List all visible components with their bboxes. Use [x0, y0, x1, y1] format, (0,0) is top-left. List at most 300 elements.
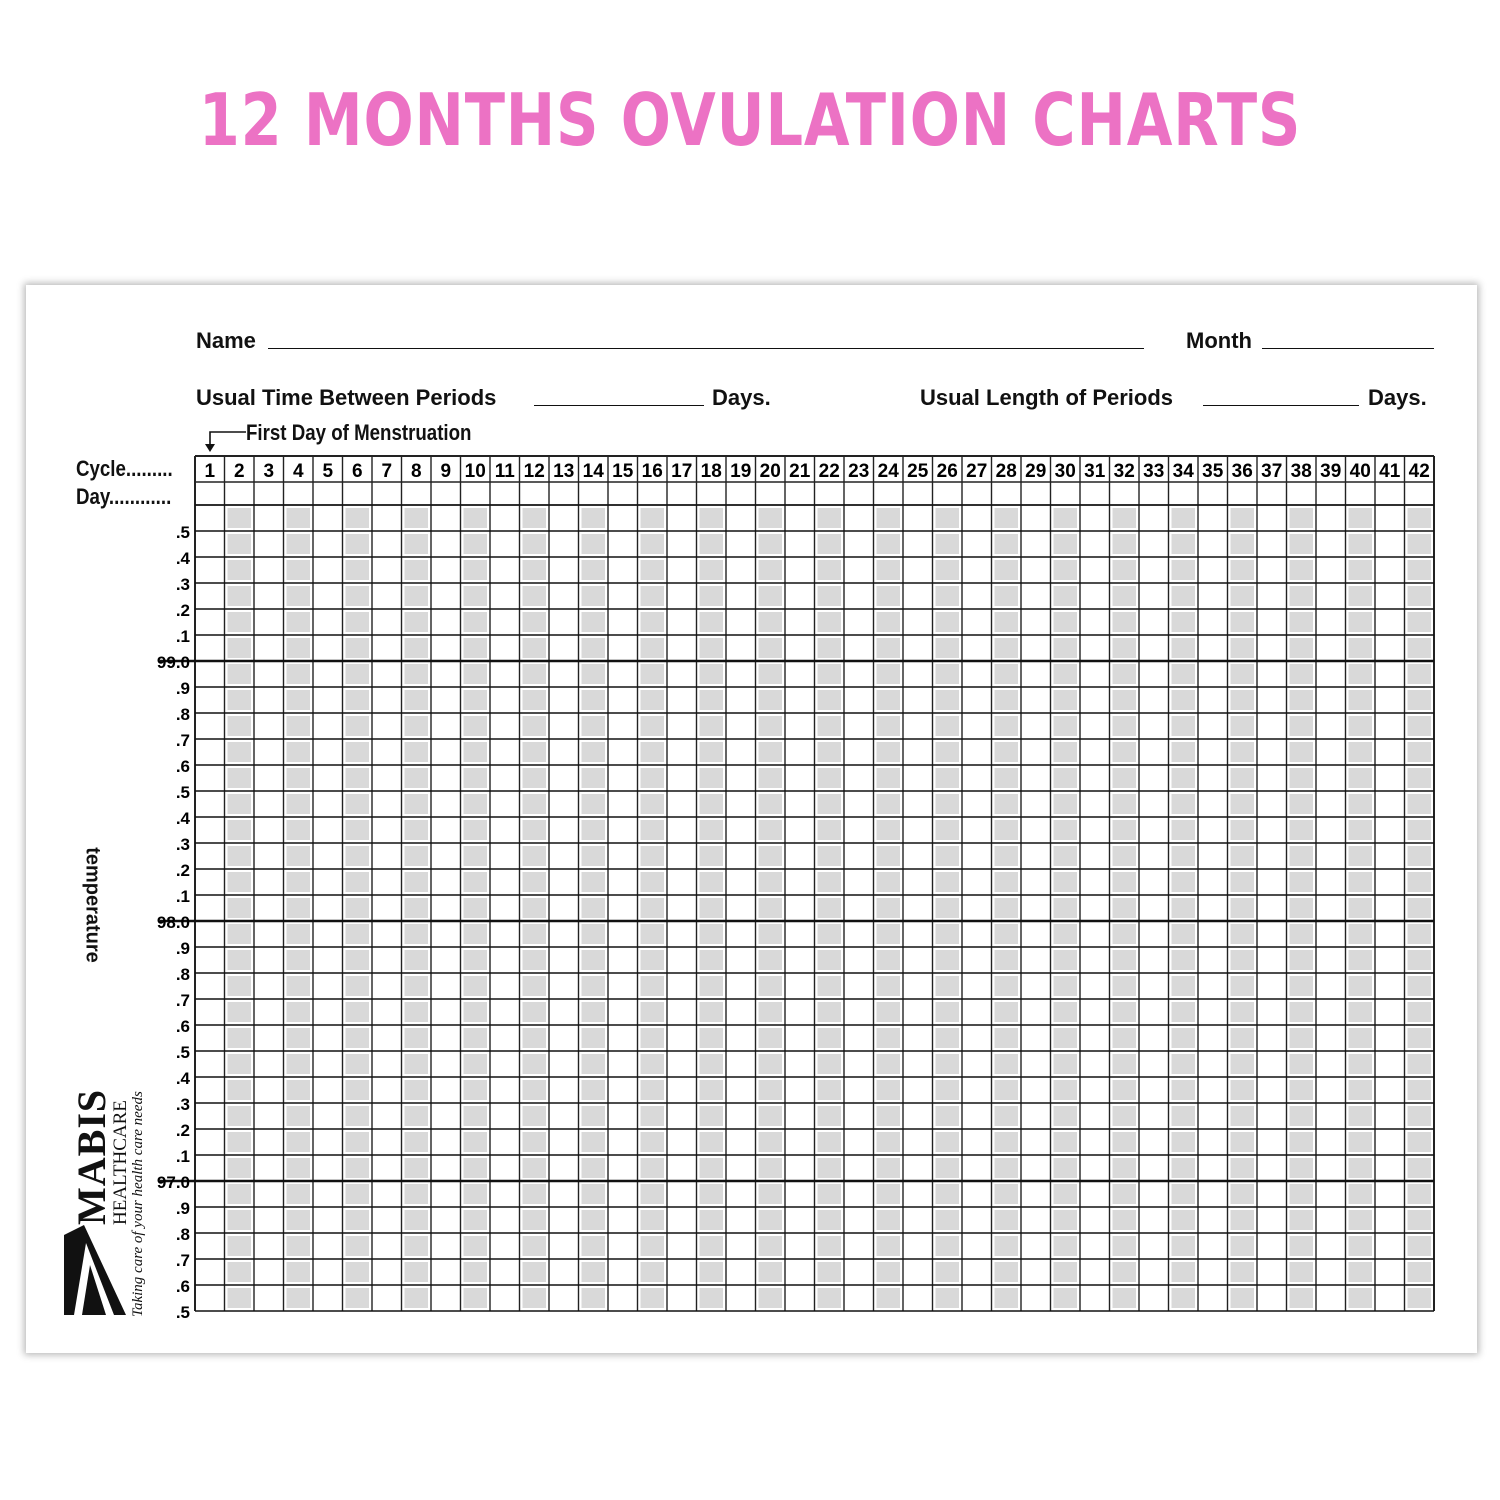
shaded-cell: [700, 612, 724, 632]
row-label: .1: [175, 1147, 190, 1166]
day-number: 9: [440, 461, 452, 482]
shaded-cell: [1349, 794, 1373, 814]
shaded-cell: [1054, 508, 1078, 528]
shaded-cell: [818, 794, 842, 814]
shaded-cell: [1349, 742, 1373, 762]
shaded-cell: [877, 1236, 901, 1256]
shaded-cell: [759, 1106, 783, 1126]
shaded-cell: [877, 794, 901, 814]
shaded-cell: [700, 1106, 724, 1126]
shaded-cell: [641, 820, 665, 840]
shaded-cell: [1290, 794, 1314, 814]
row-label: .2: [175, 861, 190, 880]
shaded-cell: [346, 664, 370, 684]
shaded-cell: [523, 872, 547, 892]
shaded-cell: [1408, 820, 1432, 840]
shaded-cell: [641, 1288, 665, 1308]
shaded-cell: [1231, 1236, 1255, 1256]
shaded-cell: [818, 586, 842, 606]
shaded-cell: [1113, 586, 1137, 606]
shaded-cell: [759, 742, 783, 762]
shaded-cell: [1113, 1106, 1137, 1126]
shaded-cell: [287, 1106, 311, 1126]
shaded-cell: [818, 768, 842, 788]
shaded-cell: [1113, 612, 1137, 632]
shaded-cell: [1054, 768, 1078, 788]
shaded-cell: [1349, 1236, 1373, 1256]
shaded-cell: [759, 612, 783, 632]
shaded-cell: [582, 898, 606, 918]
shaded-cell: [228, 690, 252, 710]
shaded-cell: [582, 950, 606, 970]
shaded-cell: [1408, 1236, 1432, 1256]
shaded-cell: [1113, 664, 1137, 684]
shaded-cell: [464, 1028, 488, 1048]
shaded-cell: [1408, 1002, 1432, 1022]
day-number: 20: [759, 461, 781, 482]
shaded-cell: [582, 612, 606, 632]
shaded-cell: [1349, 768, 1373, 788]
shaded-cell: [346, 742, 370, 762]
shaded-cell: [582, 1028, 606, 1048]
shaded-cell: [995, 950, 1019, 970]
shaded-cell: [287, 898, 311, 918]
shaded-cell: [464, 534, 488, 554]
day-number: 12: [523, 461, 545, 482]
shaded-cell: [346, 1106, 370, 1126]
row-label: .5: [175, 783, 190, 802]
shaded-cell: [1172, 690, 1196, 710]
shaded-cell: [700, 1288, 724, 1308]
shaded-cell: [287, 1132, 311, 1152]
shaded-cell: [700, 872, 724, 892]
shaded-cell: [877, 1028, 901, 1048]
shaded-cell: [405, 976, 429, 996]
shaded-cell: [936, 1158, 960, 1178]
shaded-cell: [523, 820, 547, 840]
shaded-cell: [700, 534, 724, 554]
shaded-cell: [405, 586, 429, 606]
day-number: 17: [671, 461, 693, 482]
shaded-cell: [523, 846, 547, 866]
shaded-cell: [759, 1210, 783, 1230]
row-label: .1: [175, 887, 190, 906]
shaded-cell: [818, 612, 842, 632]
shaded-cell: [405, 794, 429, 814]
shaded-cell: [818, 950, 842, 970]
shaded-cell: [405, 1106, 429, 1126]
shaded-cell: [523, 976, 547, 996]
shaded-cell: [700, 1028, 724, 1048]
shaded-cell: [346, 1262, 370, 1282]
shaded-cell: [759, 1028, 783, 1048]
shaded-cell: [523, 742, 547, 762]
shaded-cell: [995, 898, 1019, 918]
shaded-cell: [228, 586, 252, 606]
shaded-cell: [1290, 924, 1314, 944]
shaded-cell: [700, 1080, 724, 1100]
days-label-2: Days.: [1368, 385, 1427, 410]
day-number: 34: [1172, 461, 1194, 482]
shaded-cell: [1113, 1028, 1137, 1048]
shaded-cell: [1290, 1210, 1314, 1230]
shaded-cell: [405, 1210, 429, 1230]
row-label: .3: [175, 575, 190, 594]
day-number: 1: [204, 461, 216, 482]
row-label: .7: [175, 1251, 190, 1270]
shaded-cell: [700, 1054, 724, 1074]
shaded-cell: [228, 794, 252, 814]
shaded-cell: [228, 1158, 252, 1178]
shaded-cell: [1054, 1132, 1078, 1152]
shaded-cell: [759, 820, 783, 840]
shaded-cell: [582, 872, 606, 892]
shaded-cell: [1054, 1262, 1078, 1282]
shaded-cell: [405, 1184, 429, 1204]
shaded-cell: [877, 820, 901, 840]
shaded-cell: [1349, 1002, 1373, 1022]
shaded-cell: [995, 794, 1019, 814]
shaded-cell: [228, 1288, 252, 1308]
shaded-cell: [1290, 1028, 1314, 1048]
shaded-cell: [1172, 950, 1196, 970]
shaded-cell: [346, 846, 370, 866]
shaded-cell: [1408, 508, 1432, 528]
shaded-cell: [641, 612, 665, 632]
shaded-cell: [1054, 898, 1078, 918]
shaded-cell: [641, 924, 665, 944]
shaded-cell: [936, 846, 960, 866]
shaded-cell: [936, 794, 960, 814]
day-number: 21: [789, 461, 811, 482]
shaded-cell: [228, 950, 252, 970]
shaded-cell: [936, 690, 960, 710]
shaded-cell: [287, 716, 311, 736]
shaded-cell: [523, 768, 547, 788]
row-label: .9: [175, 939, 190, 958]
shaded-cell: [1408, 1210, 1432, 1230]
shaded-cell: [700, 1002, 724, 1022]
shaded-cell: [759, 508, 783, 528]
shaded-cell: [287, 1210, 311, 1230]
shaded-cell: [287, 1002, 311, 1022]
day-number: 30: [1054, 461, 1076, 482]
shaded-cell: [523, 690, 547, 710]
shaded-cell: [1054, 1236, 1078, 1256]
shaded-cell: [700, 690, 724, 710]
shaded-cell: [1408, 716, 1432, 736]
month-label: Month: [1186, 328, 1252, 353]
shaded-cell: [228, 924, 252, 944]
shaded-cell: [641, 1080, 665, 1100]
shaded-cell: [1054, 1210, 1078, 1230]
shaded-cell: [1231, 638, 1255, 658]
shaded-cell: [995, 1184, 1019, 1204]
shaded-cell: [582, 976, 606, 996]
shaded-cell: [1408, 1184, 1432, 1204]
shaded-cell: [641, 560, 665, 580]
shaded-cell: [995, 1106, 1019, 1126]
shaded-cell: [1054, 872, 1078, 892]
shaded-cell: [523, 534, 547, 554]
shaded-cell: [346, 560, 370, 580]
shaded-cell: [287, 1028, 311, 1048]
shaded-cell: [228, 820, 252, 840]
shaded-cell: [936, 560, 960, 580]
shaded-cell: [1408, 1054, 1432, 1074]
shaded-cell: [759, 560, 783, 580]
shaded-cell: [1113, 716, 1137, 736]
shaded-cell: [346, 1132, 370, 1152]
shaded-cell: [464, 976, 488, 996]
day-number: 5: [322, 461, 334, 482]
shaded-cell: [1172, 1158, 1196, 1178]
day-number: 23: [848, 461, 870, 482]
shaded-cell: [936, 716, 960, 736]
shaded-cell: [405, 1132, 429, 1152]
shaded-cell: [1231, 1158, 1255, 1178]
shaded-cell: [1349, 1210, 1373, 1230]
shaded-cell: [995, 846, 1019, 866]
shaded-cell: [936, 508, 960, 528]
shaded-cell: [405, 1236, 429, 1256]
shaded-cell: [346, 534, 370, 554]
shaded-cell: [582, 534, 606, 554]
shaded-cell: [346, 716, 370, 736]
shaded-cell: [818, 638, 842, 658]
shaded-cell: [523, 924, 547, 944]
shaded-cell: [700, 1158, 724, 1178]
shaded-cell: [641, 638, 665, 658]
shaded-cell: [700, 768, 724, 788]
length-label: Usual Length of Periods: [920, 385, 1174, 410]
shaded-cell: [464, 1184, 488, 1204]
shaded-cell: [582, 1184, 606, 1204]
shaded-cell: [1054, 716, 1078, 736]
shaded-cell: [877, 690, 901, 710]
day-number: 8: [410, 461, 422, 482]
shaded-cell: [1231, 794, 1255, 814]
shaded-cell: [287, 664, 311, 684]
shaded-cell: [700, 1184, 724, 1204]
shaded-cell: [1231, 976, 1255, 996]
day-number: 15: [612, 461, 634, 482]
shaded-cell: [1290, 820, 1314, 840]
shaded-cell: [936, 872, 960, 892]
row-label: 99.0: [156, 653, 190, 672]
shaded-cell: [523, 1236, 547, 1256]
shaded-cell: [523, 1288, 547, 1308]
shaded-cell: [287, 872, 311, 892]
shaded-cell: [346, 950, 370, 970]
shaded-cell: [995, 638, 1019, 658]
shaded-cell: [936, 1028, 960, 1048]
shaded-cell: [759, 1158, 783, 1178]
temperature-axis-label: temperature: [81, 847, 104, 963]
shaded-cell: [1290, 1106, 1314, 1126]
shaded-cell: [228, 872, 252, 892]
shaded-cell: [1408, 1028, 1432, 1048]
shaded-cell: [523, 1158, 547, 1178]
shaded-cell: [1231, 586, 1255, 606]
mabis-logo: [62, 1055, 152, 1317]
shaded-cell: [641, 1158, 665, 1178]
row-label: 97.0: [156, 1173, 190, 1192]
shaded-cell: [759, 1262, 783, 1282]
shaded-cell: [877, 534, 901, 554]
shaded-cell: [818, 1054, 842, 1074]
shaded-cell: [995, 534, 1019, 554]
shaded-cell: [1290, 768, 1314, 788]
shaded-cell: [759, 1236, 783, 1256]
shaded-cell: [405, 1288, 429, 1308]
shaded-cell: [405, 1080, 429, 1100]
row-label: .4: [175, 1069, 190, 1088]
day-number: 31: [1084, 461, 1106, 482]
shaded-cell: [700, 794, 724, 814]
shaded-cell: [405, 924, 429, 944]
shaded-cell: [759, 638, 783, 658]
shaded-cell: [405, 872, 429, 892]
shaded-cell: [1113, 898, 1137, 918]
shaded-cell: [700, 560, 724, 580]
shaded-cell: [346, 1158, 370, 1178]
shaded-cell: [936, 1002, 960, 1022]
day-number: 32: [1113, 461, 1135, 482]
day-number: 14: [582, 461, 604, 482]
shaded-cell: [877, 1132, 901, 1152]
shaded-cell: [1290, 1002, 1314, 1022]
shaded-cell: [582, 508, 606, 528]
shaded-cell: [1172, 846, 1196, 866]
shaded-cell: [464, 560, 488, 580]
shaded-cell: [1408, 560, 1432, 580]
shaded-cell: [1349, 976, 1373, 996]
shaded-cell: [346, 768, 370, 788]
shaded-cell: [818, 690, 842, 710]
row-label: .6: [175, 757, 190, 776]
shaded-cell: [287, 1262, 311, 1282]
shaded-cell: [759, 794, 783, 814]
day-number: 4: [292, 461, 304, 482]
shaded-cell: [1054, 534, 1078, 554]
row-label: .1: [175, 627, 190, 646]
day-number: 13: [553, 461, 575, 482]
shaded-cell: [1408, 794, 1432, 814]
shaded-cell: [582, 1210, 606, 1230]
shaded-cell: [700, 820, 724, 840]
shaded-cell: [464, 742, 488, 762]
shaded-cell: [405, 898, 429, 918]
shaded-cell: [287, 586, 311, 606]
shaded-cell: [1054, 690, 1078, 710]
shaded-cell: [523, 1028, 547, 1048]
shaded-cell: [287, 1236, 311, 1256]
shaded-cell: [523, 1262, 547, 1282]
shaded-cell: [1408, 690, 1432, 710]
shaded-cell: [1349, 586, 1373, 606]
shaded-cell: [582, 1080, 606, 1100]
shaded-cell: [818, 742, 842, 762]
logo-tagline: Taking care of your health care needs: [130, 1091, 146, 1317]
shaded-cell: [995, 1262, 1019, 1282]
shaded-cell: [1113, 560, 1137, 580]
shaded-cell: [1113, 690, 1137, 710]
shaded-cell: [995, 768, 1019, 788]
shaded-cell: [582, 820, 606, 840]
shaded-cell: [346, 794, 370, 814]
shaded-cell: [464, 1106, 488, 1126]
shaded-cell: [759, 586, 783, 606]
shaded-cell: [582, 560, 606, 580]
shaded-cell: [936, 976, 960, 996]
shaded-cell: [1172, 1262, 1196, 1282]
logo-brand: MABIS: [69, 1088, 114, 1225]
shaded-cell: [818, 664, 842, 684]
shaded-cell: [1349, 1262, 1373, 1282]
shaded-cell: [1172, 768, 1196, 788]
row-label: .3: [175, 835, 190, 854]
shaded-cell: [346, 1054, 370, 1074]
shaded-cell: [759, 1080, 783, 1100]
shaded-cell: [1290, 742, 1314, 762]
shaded-cell: [228, 534, 252, 554]
shaded-cell: [877, 872, 901, 892]
shaded-cell: [1231, 690, 1255, 710]
shaded-cell: [1349, 820, 1373, 840]
shaded-cell: [523, 898, 547, 918]
shaded-cell: [1172, 1288, 1196, 1308]
shaded-cell: [818, 1158, 842, 1178]
shaded-cell: [1113, 1132, 1137, 1152]
row-label: .9: [175, 1199, 190, 1218]
shaded-cell: [700, 638, 724, 658]
shaded-cell: [1231, 716, 1255, 736]
shaded-cell: [346, 638, 370, 658]
shaded-cell: [405, 508, 429, 528]
shaded-cell: [877, 586, 901, 606]
shaded-cell: [228, 1028, 252, 1048]
shaded-cell: [1113, 1080, 1137, 1100]
shaded-cell: [1408, 586, 1432, 606]
shaded-cell: [228, 638, 252, 658]
row-label: .4: [175, 809, 190, 828]
shaded-cell: [936, 1132, 960, 1152]
shaded-cell: [1113, 1262, 1137, 1282]
shaded-cell: [995, 1080, 1019, 1100]
shaded-cell: [700, 898, 724, 918]
shaded-cell: [287, 976, 311, 996]
cycle-label: Cycle.........: [76, 456, 173, 481]
shaded-cell: [818, 820, 842, 840]
shaded-cell: [1408, 1262, 1432, 1282]
shaded-cell: [1172, 976, 1196, 996]
shaded-cell: [995, 560, 1019, 580]
shaded-cell: [995, 742, 1019, 762]
shaded-cell: [700, 586, 724, 606]
row-label: .6: [175, 1277, 190, 1296]
shaded-cell: [759, 1002, 783, 1022]
row-label: .8: [175, 705, 190, 724]
shaded-cell: [523, 1132, 547, 1152]
shaded-cell: [464, 1158, 488, 1178]
shaded-cell: [1054, 586, 1078, 606]
shaded-cell: [1408, 638, 1432, 658]
day-number: 24: [877, 461, 899, 482]
shaded-cell: [1408, 950, 1432, 970]
shaded-cell: [523, 950, 547, 970]
shaded-cell: [405, 1028, 429, 1048]
